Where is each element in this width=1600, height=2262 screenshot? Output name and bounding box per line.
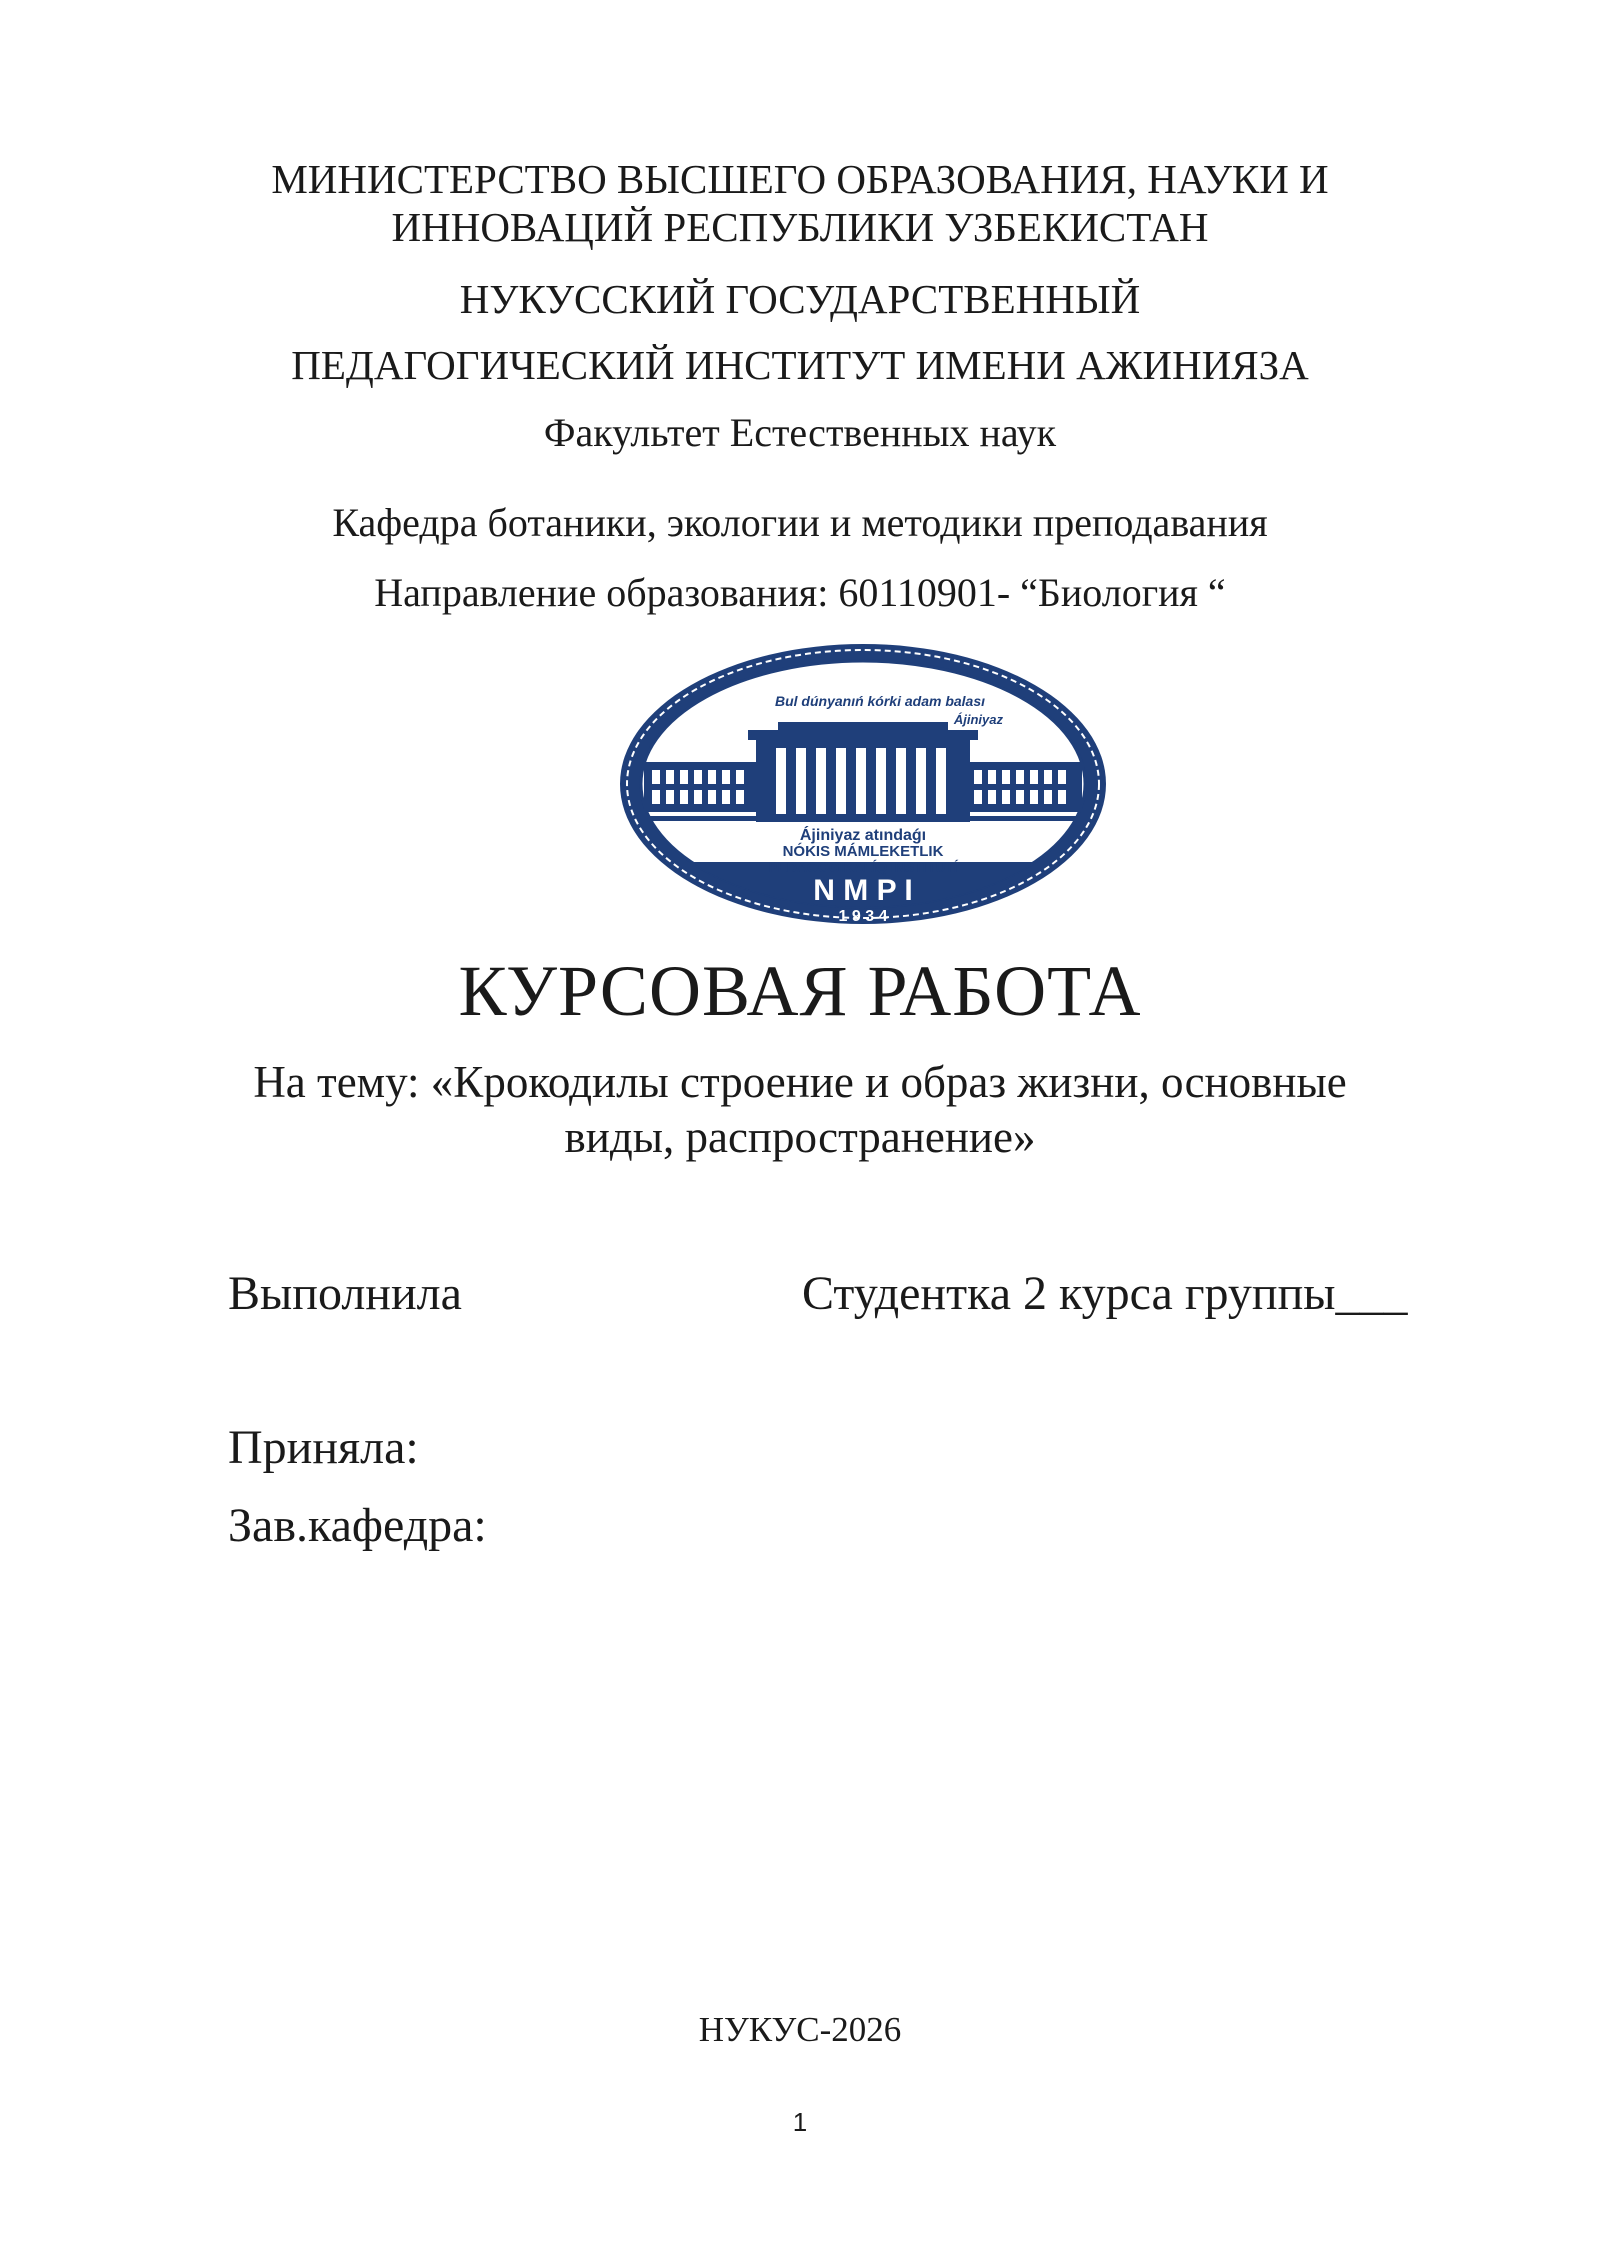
performed-value: Студентка 2 курса группы___: [802, 1267, 1408, 1320]
department-line: Кафедра ботаники, экологии и методики преподавания: [332, 500, 1268, 545]
direction-line: Направление образования: 60110901- “Биология “: [374, 570, 1226, 615]
logo-name-line-2: NÓKIS MÁMLEKETLIK: [782, 843, 944, 860]
city-year: НУКУС-2026: [698, 2010, 902, 2049]
logo-building-base: [640, 816, 1086, 821]
logo-abbrev: N M P I: [813, 874, 913, 907]
logo-name-line-3: PEDAGOGIKALÍQ INSTITUTÍ: [768, 859, 958, 875]
ministry-line-2: ИННОВАЦИЙ РЕСПУБЛИКИ УЗБЕКИСТАН: [391, 204, 1209, 250]
logo-motto-line-2: Ájiniyaz: [953, 712, 1003, 727]
ministry-line-1: МИНИСТЕРСТВО ВЫСШЕГО ОБРАЗОВАНИЯ, НАУКИ И: [271, 156, 1329, 202]
institute-logo: [618, 640, 1108, 928]
theme-line-1: На тему: «Крокодилы строение и образ жизни, основные: [253, 1057, 1347, 1107]
institute-line-2: ПЕДАГОГИЧЕСКИЙ ИНСТИТУТ ИМЕНИ АЖИНИЯЗА: [291, 342, 1309, 388]
page-number: 1: [792, 2107, 808, 2137]
theme-line-2: виды, распространение»: [564, 1112, 1036, 1162]
logo-year: 1 9 3 4: [838, 908, 888, 925]
accepted-label: Приняла:: [228, 1421, 419, 1474]
head-of-department-label: Зав.кафедра:: [228, 1499, 487, 1552]
logo-name-line-1: Ájiniyaz atındaǵı: [799, 827, 927, 844]
logo-motto-line-1: Bul dúnyanıń kórki adam balası: [774, 693, 986, 709]
document-title: КУРСОВАЯ РАБОТА: [458, 951, 1142, 1031]
institute-line-1: НУКУССКИЙ ГОСУДАРСТВЕННЫЙ: [459, 276, 1141, 322]
performed-label: Выполнила: [228, 1267, 462, 1320]
faculty-line: Факультет Естественных наук: [543, 410, 1057, 455]
